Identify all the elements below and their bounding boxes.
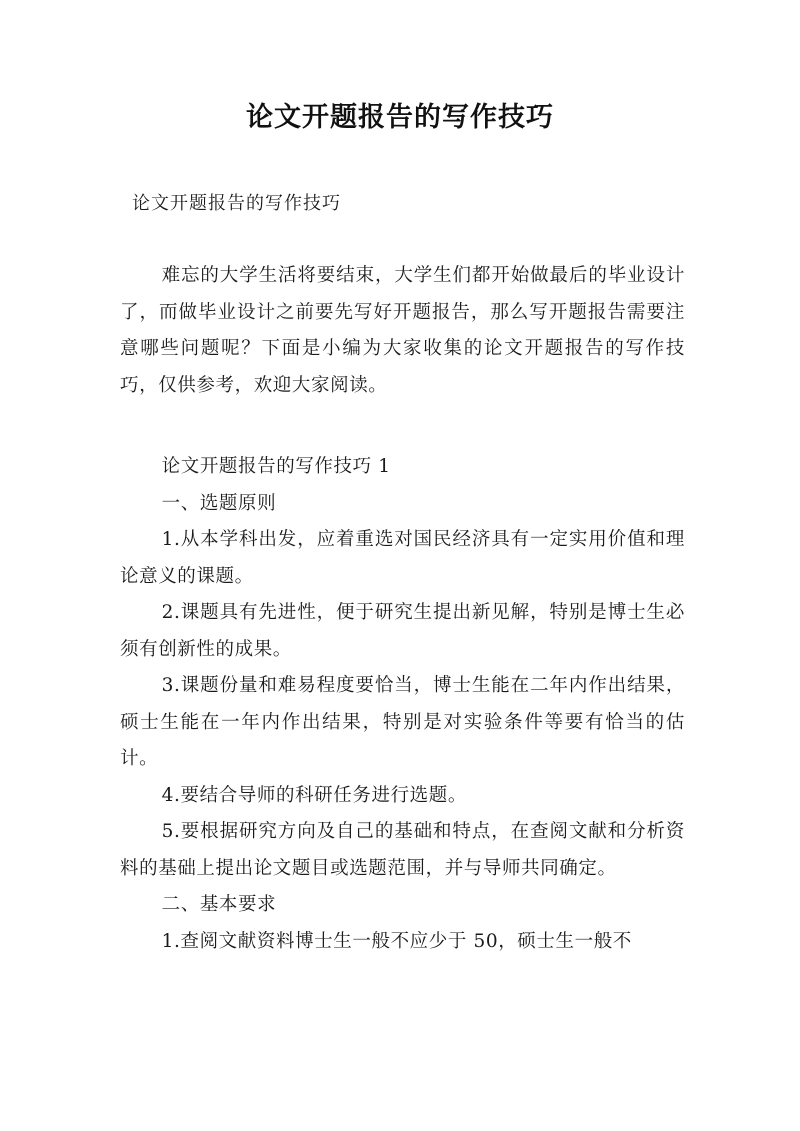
list-item: 4.要结合导师的科研任务进行选题。 — [161, 784, 467, 806]
intro-block — [120, 258, 685, 404]
intro-paragraph: 难忘的大学生活将要结束，大学生们都开始做最后的毕业设计了，而做毕业设计之前要先写好开题报告，那么写开题报告需要注意哪些问题呢？下面是小编为大家收集的论文开题报告的写作技巧，仅供参考，欢迎大家阅读。 — [120, 265, 685, 396]
section-heading-1: 一、选题原则 — [161, 492, 277, 514]
list-item: 3.课题份量和难易程度要恰当，博士生能在二年内作出结果，硕士生能在一年内作出结果，特别是对实验条件等要有恰当的估计。 — [120, 675, 685, 769]
section-heading-2: 二、基本要求 — [161, 894, 277, 915]
content-block — [120, 449, 685, 960]
list-item: 5.要根据研究方向及自己的基础和特点，在查阅文献和分析资料的基础上提出论文题目或选题范围，并与导师共同确定。 — [120, 821, 685, 879]
document-title: 论文开题报告的写作技巧 — [246, 102, 554, 133]
list-item: 2.课题具有先进性，便于研究生提出新见解，特别是博士生必须有创新性的成果。 — [120, 602, 685, 660]
list-item: 1.从本学科出发，应着重选对国民经济具有一定实用价值和理论意义的课题。 — [120, 529, 685, 587]
document-subtitle: 论文开题报告的写作技巧 — [132, 193, 341, 214]
list-item: 1.查阅文献资料博士生一般不应少于 50，硕士生一般不 — [161, 930, 632, 952]
section-title: 论文开题报告的写作技巧 1 — [161, 456, 391, 477]
